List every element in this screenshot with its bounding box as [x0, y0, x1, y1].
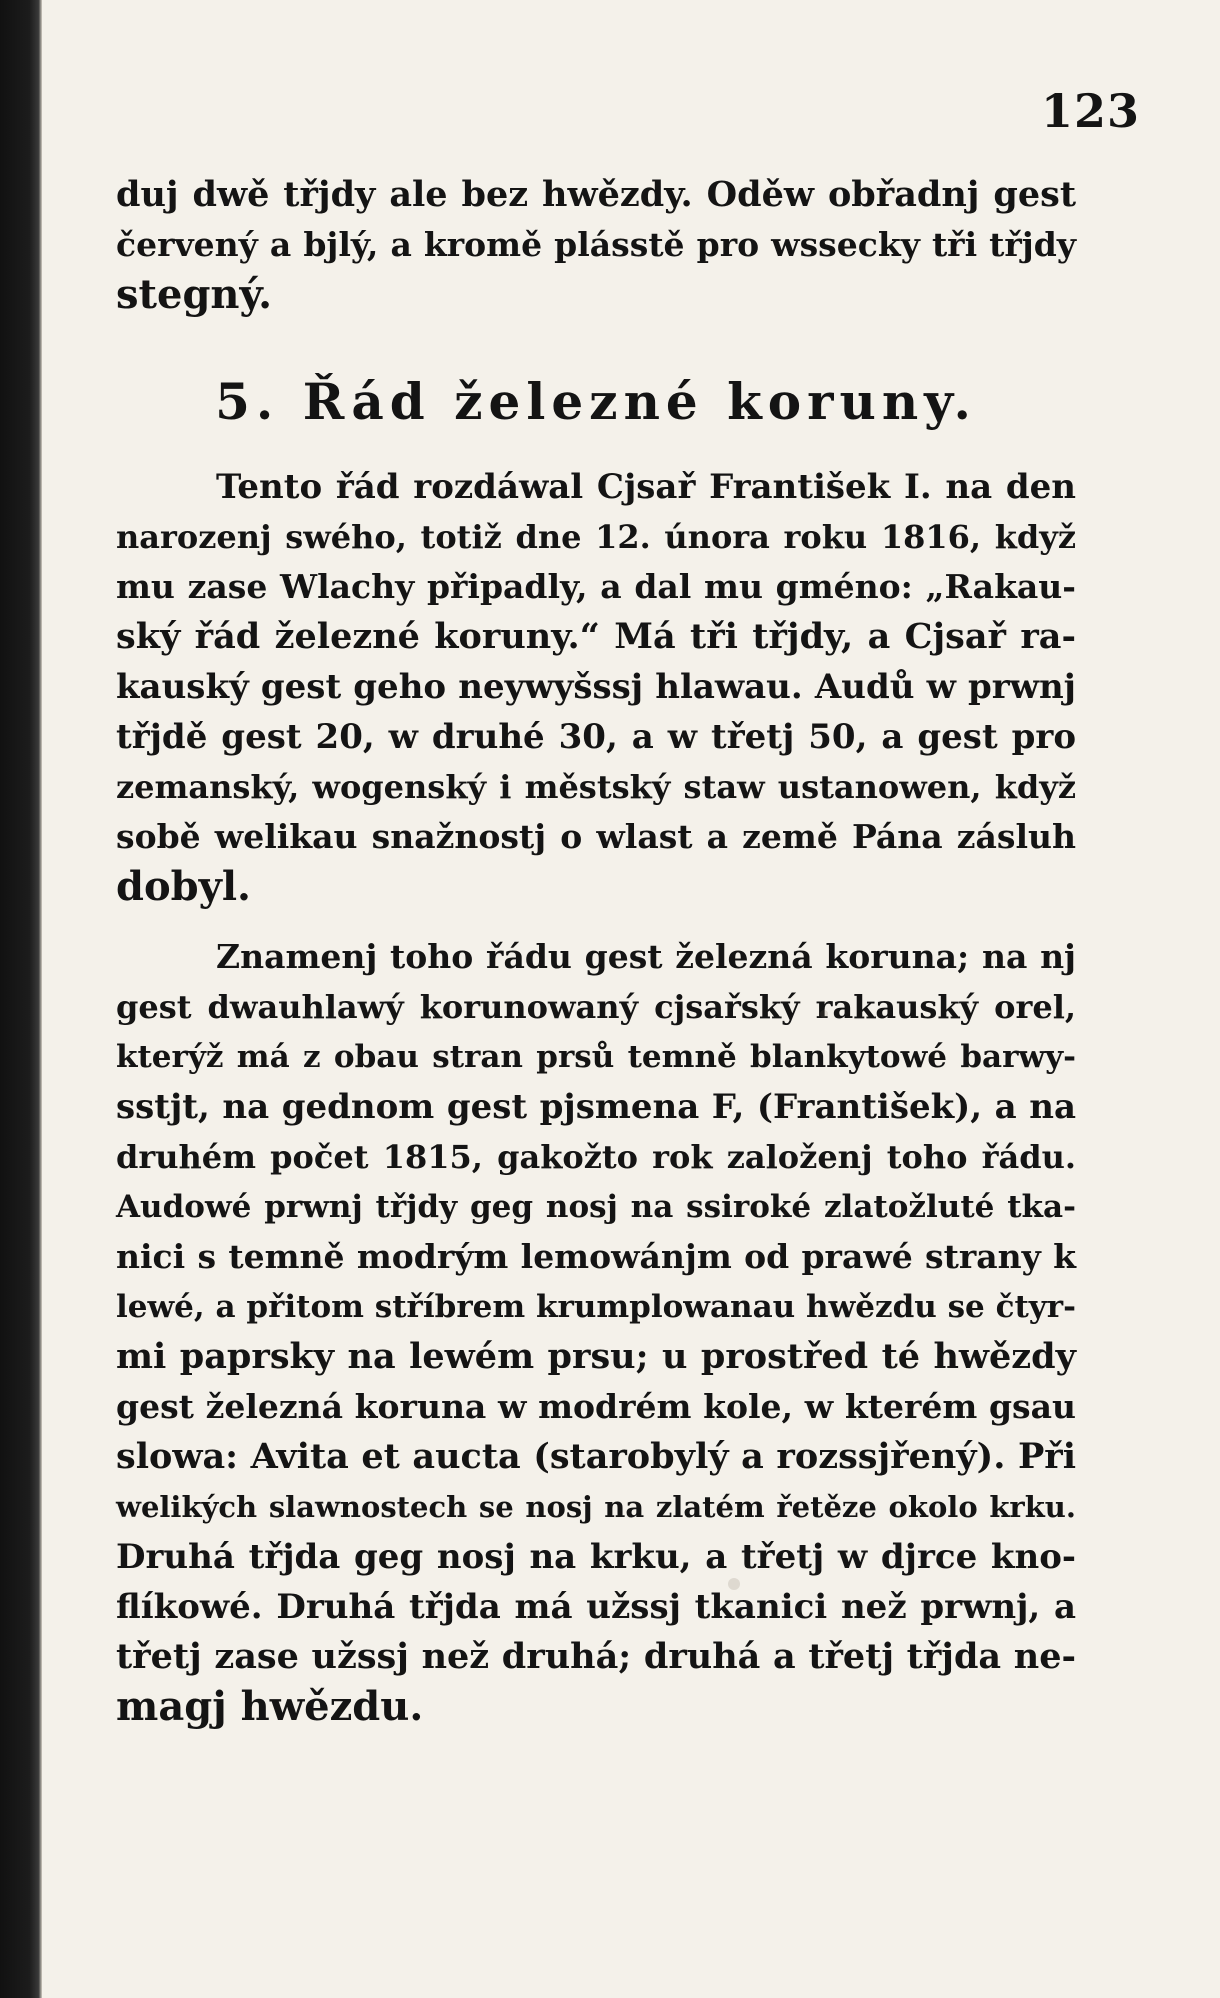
text-line: Tento řád rozdáwal Cjsař František I. na den — [216, 467, 1076, 507]
ink-smudge — [820, 1010, 828, 1018]
text-line: slowa: Avita et aucta (starobylý a rozssjřený). Při — [116, 1436, 1076, 1477]
text-line: sobě welikau snažnostj o wlast a země Pána zásluh — [116, 817, 1076, 856]
text-line: třjdě gest 20, w druhé 30, a w třetj 50, a gest pro — [116, 717, 1076, 757]
text-line: mi paprsky na lewém prsu; u prostřed té hwězdy — [116, 1336, 1076, 1377]
text-line: červený a bjlý, a kromě plásstě pro wssecky tři třjdy — [116, 225, 1076, 264]
text-line: třetj zase užssj než druhá; druhá a třetj třjda ne- — [116, 1636, 1076, 1677]
text-line: gest železná koruna w modrém kole, w kterém gsau — [116, 1387, 1076, 1426]
text-line: ský řád železné koruny.“ Má tři třjdy, a Cjsař ra- — [116, 616, 1076, 657]
text-line: lewé, a přitom stříbrem krumplowanau hwězdu se čtyr- — [116, 1289, 1076, 1325]
text-line: gest dwauhlawý korunowaný cjsařský rakauský orel, — [116, 988, 1076, 1026]
book-page — [60, 0, 1160, 1998]
text-line: nici s temně modrým lemowánjm od prawé strany k — [116, 1237, 1076, 1276]
page-number: 123 — [1040, 84, 1140, 138]
text-line: kterýž má z obau stran prsů temně blankytowé barwy- — [116, 1039, 1076, 1075]
paragraph-insignia — [116, 932, 1076, 1732]
text-line: welikých slawnostech se nosj na zlatém řetěze okolo krku. — [116, 1490, 1076, 1524]
text-line: Znamenj toho řádu gest železná koruna; na nj — [216, 937, 1076, 976]
text-line: zemanský, wogenský i městský staw ustanowen, když — [116, 768, 1076, 806]
text-line: sstjt, na gednom gest pjsmena F, (František), a na — [116, 1087, 1076, 1127]
text-line: mu zase Wlachy připadly, a dal mu gméno: „Rakau- — [116, 567, 1076, 606]
text-line: kauský gest geho neywyšssj hlawau. Audů w prwnj — [116, 667, 1076, 707]
book-spine-shadow — [0, 0, 42, 1998]
text-line: narozenj swého, totiž dne 12. února roku 1816, když — [116, 518, 1076, 556]
text-line: magj hwězdu. — [116, 1683, 424, 1730]
continued-paragraph — [116, 170, 1076, 320]
text-line: stegný. — [116, 271, 273, 318]
text-line: Druhá třjda geg nosj na krku, a třetj w djrce kno- — [116, 1537, 1076, 1577]
text-line: Audowé prwnj třjdy geg nosj na ssiroké zlatožluté tka- — [116, 1189, 1076, 1225]
text-line: druhém počet 1815, gakožto rok založenj toho řádu. — [116, 1138, 1076, 1176]
ink-smudge — [728, 1578, 740, 1590]
text-line: flíkowé. Druhá třjda má užssj tkanici než prwnj, a — [116, 1587, 1076, 1627]
paragraph-founding — [116, 462, 1076, 912]
text-line: dobyl. — [116, 863, 251, 910]
section-heading: 5. Řád železné koruny. — [215, 372, 977, 431]
text-line: duj dwě třjdy ale bez hwězdy. Oděw obřadnj gest — [116, 174, 1076, 215]
